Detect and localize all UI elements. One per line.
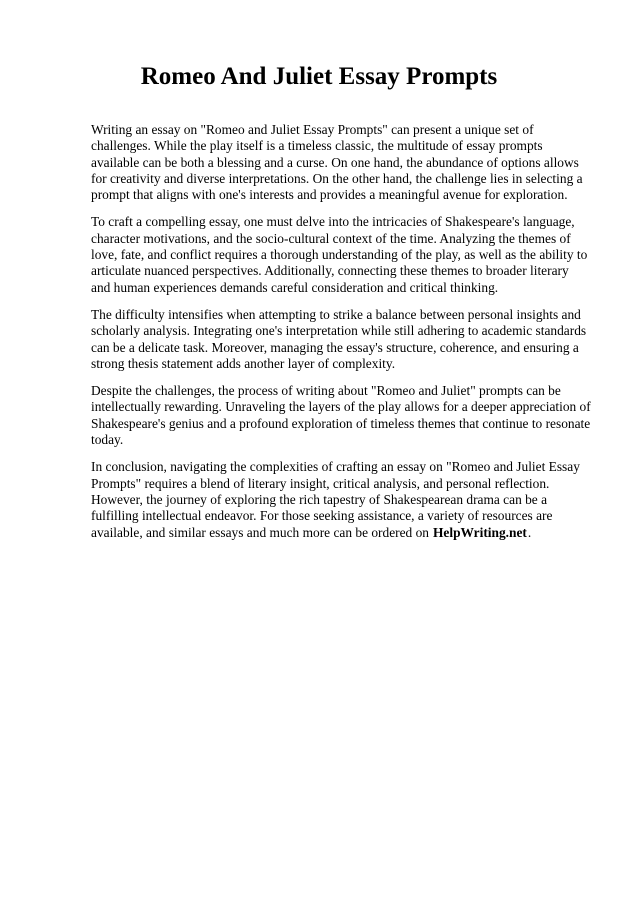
- paragraph-rewarding: Despite the challenges, the process of writing about "Romeo and Juliet" prompts can be intellectually rewarding. Unraveling the layers of the play allows for a deeper appreciation of Shakespeare's genius and a profound exploration of timeless themes that continue to resonate today.: [91, 383, 591, 448]
- document-title: Romeo And Juliet Essay Prompts: [140, 63, 498, 90]
- paragraph-difficulty: The difficulty intensifies when attempting to strike a balance between personal insights and scholarly analysis. Integrating one's interpretation while still adhering to academic standards can be a delicate task. Moreover, managing the essay's structure, coherence, and ensuring a strong thesis statement adds another layer of complexity.: [91, 306, 587, 371]
- paragraph-conclusion: [91, 459, 591, 540]
- helpwriting-link[interactable]: HelpWriting.net: [433, 524, 527, 540]
- conclusion-text: In conclusion, navigating the complexities of crafting an essay on "Romeo and Juliet Essay Prompts" requires a blend of literary insight, critical analysis, and personal reflection. However, the journey of exploring the rich tapestry of Shakespearean drama can be a fulfilling intellectual endeavor. For those seeking assistance, a variety of resources are available, and similar essays and much more can be ordered on: [91, 459, 580, 540]
- document-body: [91, 122, 591, 552]
- paragraph-craft: To craft a compelling essay, one must delve into the intricacies of Shakespeare's language, character motivations, and the socio-cultural context of the time. Analyzing the themes of love, fate, and conflict requires a thorough understanding of the play, as well as the ability to articulate nuanced perspectives. Additionally, connecting these themes to broader literary and human experiences demands careful consideration and critical thinking.: [91, 214, 588, 295]
- paragraph-intro: Writing an essay on "Romeo and Juliet Essay Prompts" can present a unique set of challenges. While the play itself is a timeless classic, the multitude of essay prompts available can be both a blessing and a curse. On one hand, the abundance of options allows for creativity and diverse interpretations. On the other hand, the challenge lies in selecting a prompt that aligns with one's interests and provides a meaningful avenue for exploration.: [91, 122, 583, 203]
- conclusion-end: .: [527, 524, 532, 540]
